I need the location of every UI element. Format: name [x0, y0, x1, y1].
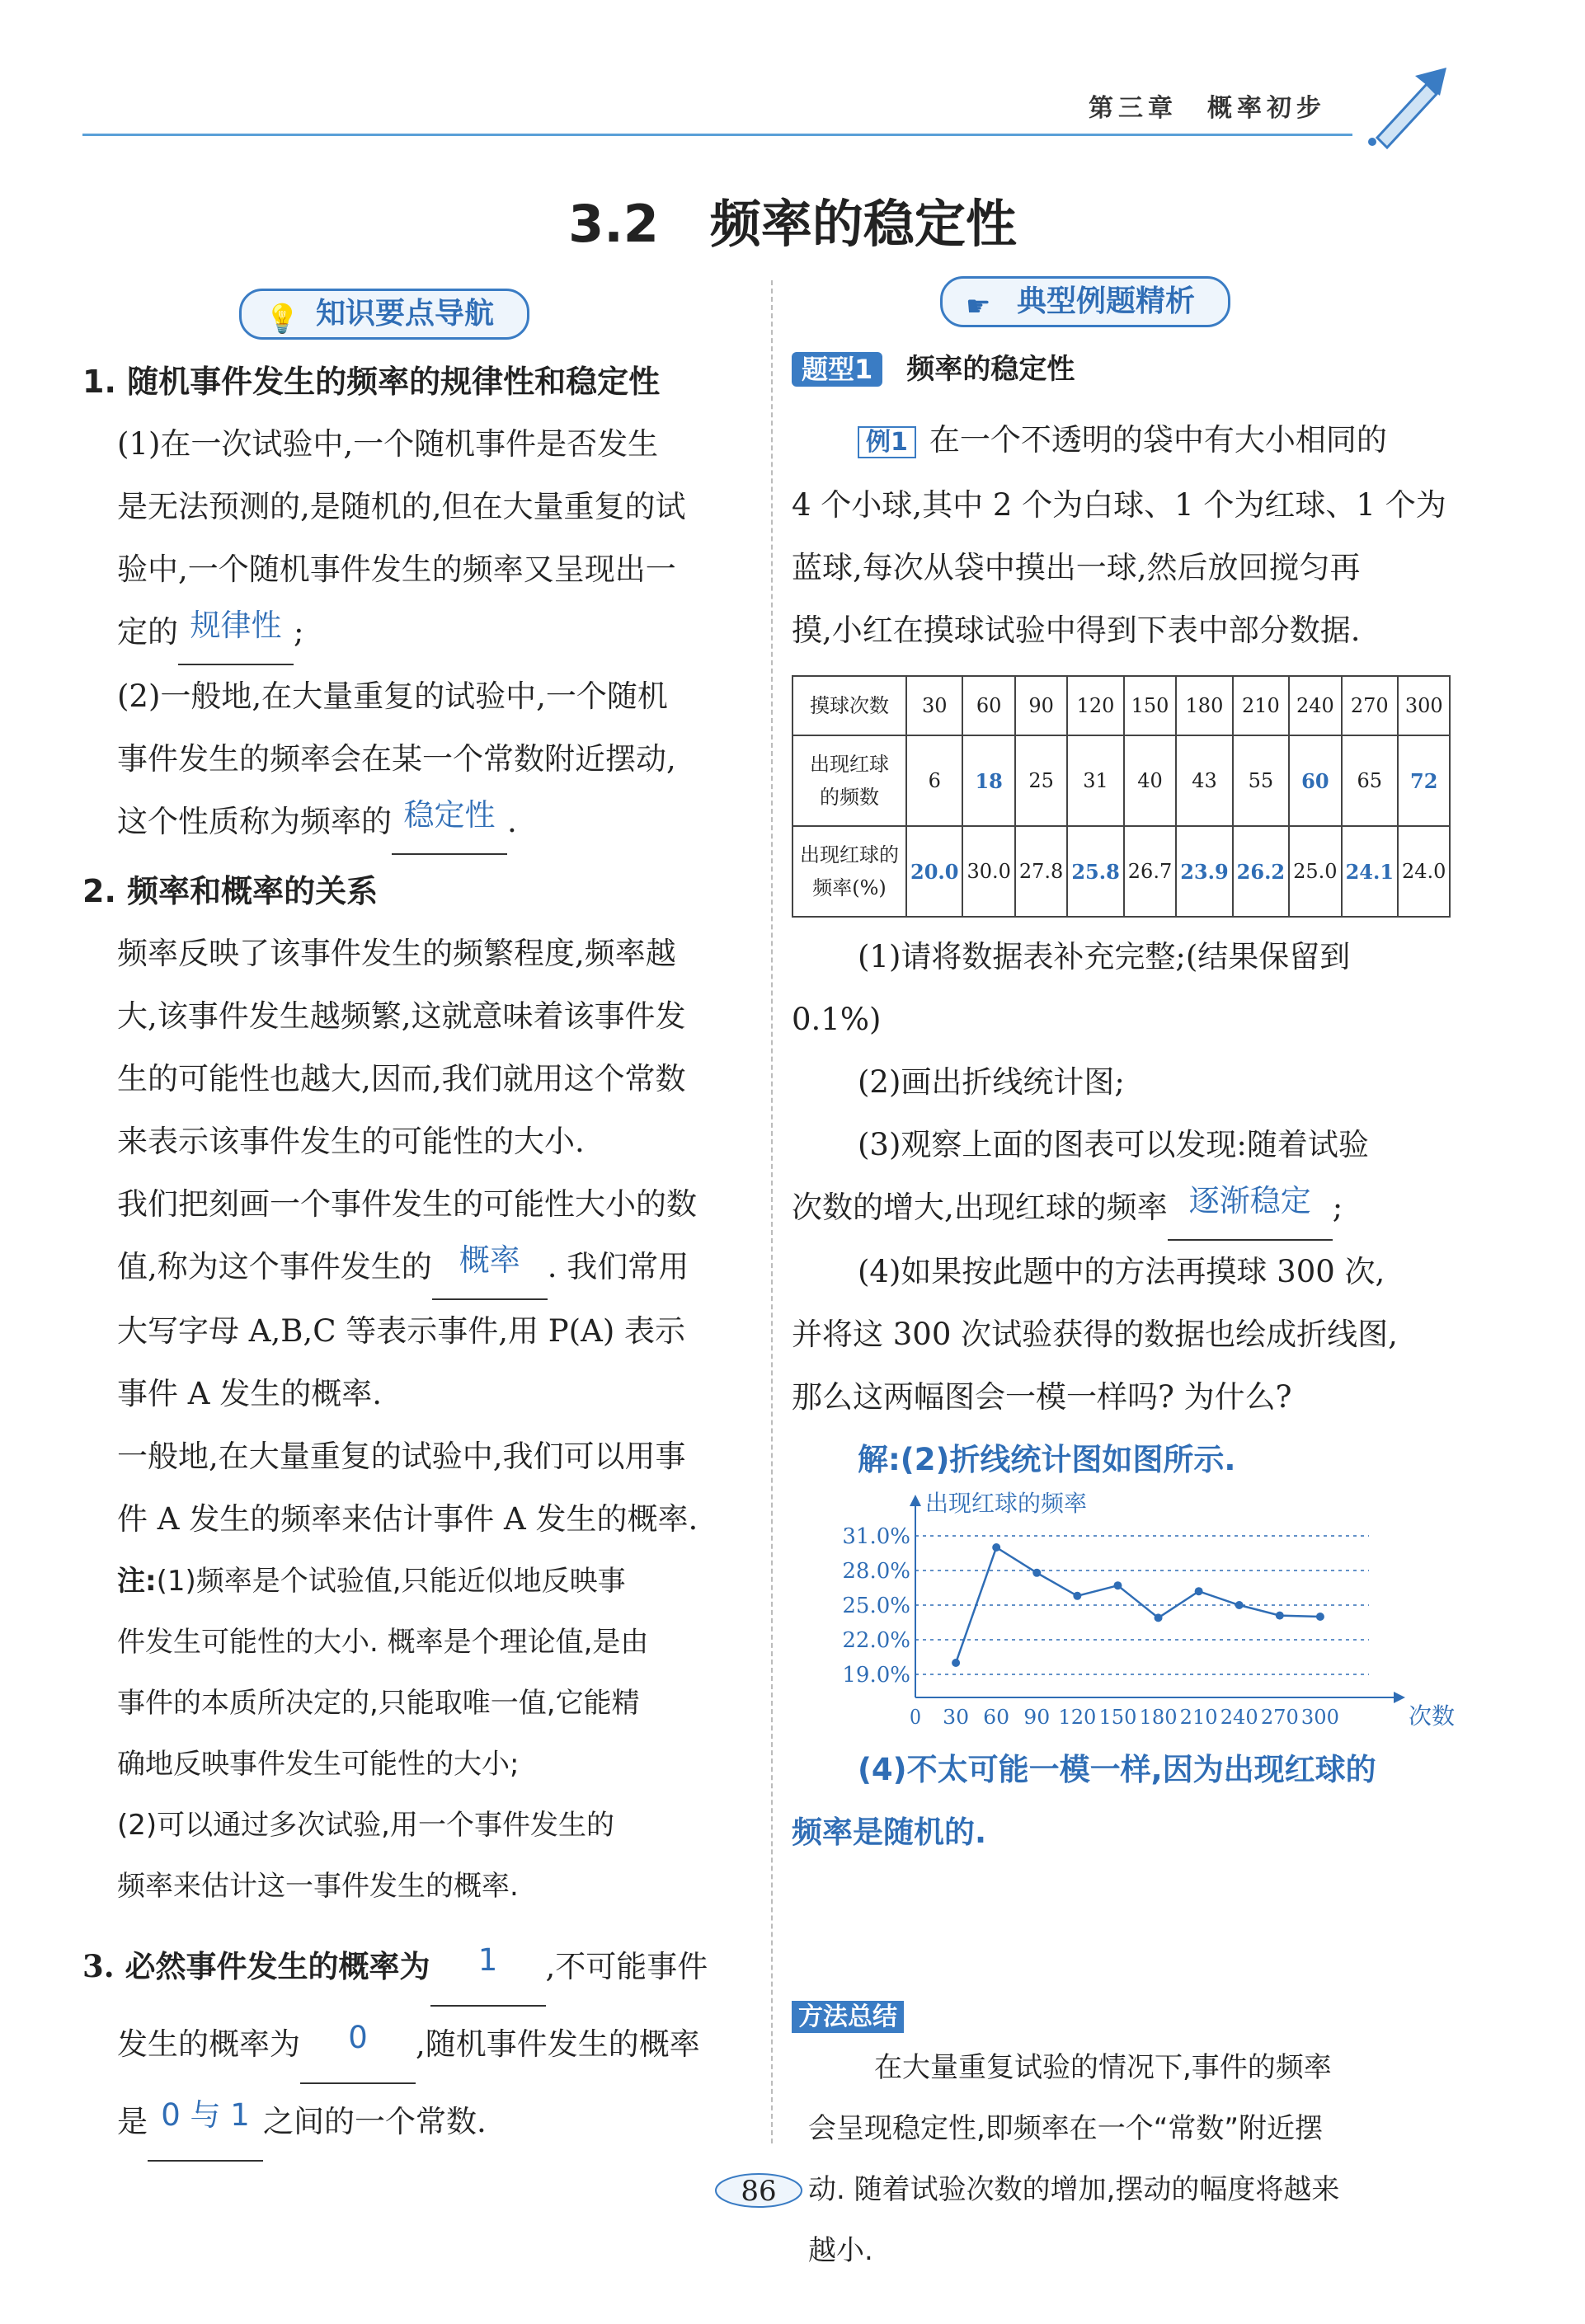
- data-point: [1032, 1569, 1041, 1577]
- topic-tag: 题型1: [792, 352, 882, 387]
- s1-p1-blank: [178, 601, 294, 665]
- note-line: 事件的本质所决定的,只能取唯一值,它能精: [117, 1687, 640, 1720]
- q3-post: ;: [1332, 1190, 1343, 1225]
- row-label-freqs-2: 频率(%): [812, 876, 887, 899]
- q1-line: (1)请将数据表补充完整;(结果保留到: [858, 939, 1351, 974]
- trial-count-cell: 30: [906, 676, 962, 735]
- note-first-line: [117, 1551, 742, 1612]
- s1-p1-line: 验中,一个随机事件发生的频率又呈现出一: [117, 552, 676, 587]
- x-axis-arrow: [1394, 1692, 1405, 1703]
- lightbulb-icon: 💡: [265, 303, 300, 336]
- examples-banner-label: 典型例题精析: [1017, 284, 1196, 318]
- s1-p1-pre: 定的: [117, 614, 178, 650]
- header-rule: [82, 134, 1352, 136]
- right-column: [792, 345, 1456, 2281]
- q3-pre: 次数的增大,出现红球的频率: [792, 1190, 1168, 1225]
- s2-blank-line: [117, 1236, 742, 1300]
- section-title: 3.2 频率的稳定性: [568, 194, 1017, 254]
- s2-blank: [432, 1236, 548, 1300]
- s3-body: [82, 1928, 742, 2162]
- note-line: (2)可以通过多次试验,用一个事件发生的: [117, 1809, 614, 1842]
- s2-line: 大,该事件发生越频繁,这就意味着该事件发: [117, 998, 686, 1034]
- s3-answer-3: 0 与 1: [161, 2097, 250, 2133]
- trial-count-cell: 210: [1233, 676, 1289, 735]
- red-count-cell: 60: [1289, 735, 1341, 826]
- data-point: [1195, 1587, 1203, 1595]
- s1-p2-last: [117, 791, 742, 855]
- red-count-cell: 72: [1398, 735, 1450, 826]
- trial-count-cell: 270: [1342, 676, 1398, 735]
- s3-l1-post: ,不可能事件: [545, 1949, 708, 1984]
- s1-body: [82, 413, 742, 855]
- table-row-counts: [792, 735, 1450, 826]
- solution-4-line: 频率是随机的.: [792, 1815, 987, 1850]
- row-label-counts-2: 的频数: [820, 786, 879, 809]
- left-column: [82, 350, 742, 2162]
- s1-p2-blank: [392, 791, 507, 855]
- trial-count-cell: 180: [1176, 676, 1232, 735]
- page-number: 86: [741, 2175, 777, 2208]
- chapter-header: 第三章 概率初步: [1089, 94, 1326, 123]
- s2-b2-post: . 我们常用: [547, 1249, 689, 1284]
- note-first: (1)频率是个试验值,只能近似地反映事: [156, 1565, 626, 1598]
- note-label: 注:: [117, 1565, 157, 1598]
- y-axis-arrow: [910, 1495, 921, 1506]
- note-block: [82, 1551, 742, 1917]
- example-label: 例1: [858, 426, 916, 458]
- pencil-hat-icon: [1361, 59, 1451, 150]
- s2-heading: 2. 频率和概率的关系: [82, 873, 379, 909]
- red-count-cell: 25: [1015, 735, 1067, 826]
- trial-count-cell: 240: [1289, 676, 1341, 735]
- red-count-cell: 40: [1124, 735, 1176, 826]
- trial-count-cell: 300: [1398, 676, 1450, 735]
- s1-p1-answer: 规律性: [190, 608, 282, 643]
- red-frequency-cell: 26.2: [1233, 826, 1289, 917]
- q3-line: (3)观察上面的图表可以发现:随着试验: [858, 1127, 1369, 1162]
- x-tick-label: 300: [1300, 1706, 1339, 1729]
- s1-p1-post: ;: [294, 614, 304, 650]
- solution-4: [792, 1739, 1451, 1864]
- red-frequency-cell: 30.0: [962, 826, 1014, 917]
- s2-line: 件 A 发生的频率来估计事件 A 发生的概率.: [117, 1501, 698, 1537]
- row-label-counts-1: 出现红球: [810, 753, 889, 776]
- data-point: [1316, 1613, 1324, 1621]
- knowledge-banner-label: 知识要点导航: [316, 297, 495, 331]
- s1-p2-answer: 稳定性: [403, 797, 496, 833]
- s1-p2-line: 事件发生的频率会在某一个常数附近摆动,: [117, 741, 676, 777]
- s3-l3-post: 之间的一个常数.: [263, 2104, 487, 2139]
- x-tick-label: 270: [1260, 1706, 1299, 1729]
- q4-line: 并将这 300 次试验获得的数据也绘成折线图,: [792, 1317, 1398, 1352]
- s3-blank-3: [148, 2084, 263, 2162]
- row-label-freqs: [792, 826, 906, 917]
- s3-l2-post: ,随机事件发生的概率: [416, 2026, 700, 2062]
- method-line: 会呈现稳定性,即频率在一个“常数”附近摆: [808, 2112, 1324, 2145]
- red-frequency-cell: 24.1: [1342, 826, 1398, 917]
- red-frequency-cell: 23.9: [1176, 826, 1232, 917]
- s2-answer: 概率: [459, 1242, 520, 1278]
- note-line: 件发生可能性的大小. 概率是个理论值,是由: [117, 1626, 649, 1659]
- data-point: [1235, 1601, 1244, 1609]
- trial-count-cell: 60: [962, 676, 1014, 735]
- s1-p1-line: 是无法预测的,是随机的,但在大量重复的试: [117, 489, 686, 524]
- trial-count-cell: 90: [1015, 676, 1067, 735]
- red-frequency-cell: 25.0: [1289, 826, 1341, 917]
- example-line: 4 个小球,其中 2 个为白球、1 个为红球、1 个为: [792, 487, 1446, 523]
- method-line: 在大量重复试验的情况下,事件的频率: [874, 2051, 1332, 2084]
- example-line: 摸,小红在摸球试验中得到下表中部分数据.: [792, 613, 1361, 648]
- red-count-cell: 6: [906, 735, 962, 826]
- table-row-freqs: [792, 826, 1450, 917]
- q1-line: 0.1%): [792, 1002, 882, 1037]
- solution-line: 解:(2)折线统计图如图所示.: [858, 1442, 1236, 1477]
- example-line: 蓝球,每次从袋中摸出一球,然后放回搅匀再: [792, 550, 1361, 585]
- s1-p1-last: [117, 601, 742, 665]
- method-line: 动. 随着试验次数的增加,摆动的幅度将越来: [808, 2173, 1340, 2206]
- x-tick-label: 210: [1179, 1706, 1218, 1729]
- row-label-trials: 摸球次数: [792, 676, 906, 735]
- s3-answer-1: 1: [477, 1942, 498, 1978]
- red-count-cell: 18: [962, 735, 1014, 826]
- y-tick-label: 28.0%: [842, 1559, 910, 1584]
- questions: [792, 926, 1451, 1491]
- trial-count-cell: 120: [1067, 676, 1123, 735]
- s2-b2-pre: 值,称为这个事件发生的: [117, 1249, 432, 1284]
- frequency-line-chart: [792, 1490, 1456, 1739]
- solution-4-line: (4)不太可能一模一样,因为出现红球的: [858, 1752, 1376, 1787]
- x-tick-label: 120: [1058, 1706, 1097, 1729]
- data-point: [1276, 1612, 1284, 1620]
- table-row-trials: [792, 676, 1450, 735]
- s3-l3-pre: 是: [117, 2104, 148, 2139]
- data-table: [792, 675, 1451, 918]
- s2-line: 大写字母 A,B,C 等表示事件,用 P(A) 表示: [117, 1313, 686, 1349]
- knowledge-banner: [239, 289, 529, 340]
- s2-line: 来表示该事件发生的可能性的大小.: [117, 1124, 585, 1159]
- column-divider: [771, 280, 773, 2143]
- x-tick-label: 90: [1023, 1706, 1051, 1729]
- red-count-cell: 43: [1176, 735, 1232, 826]
- q3-blank: [1168, 1176, 1333, 1241]
- data-point: [952, 1659, 960, 1667]
- method-label: 方法总结: [792, 2001, 904, 2033]
- q3-blank-line: [792, 1176, 1451, 1241]
- red-frequency-cell: 27.8: [1015, 826, 1067, 917]
- red-count-cell: 65: [1342, 735, 1398, 826]
- s1-p2-line: (2)一般地,在大量重复的试验中,一个随机: [117, 678, 668, 714]
- x-tick-label: 150: [1098, 1706, 1137, 1729]
- s2-body: [82, 923, 742, 1551]
- pointing-hand-icon: ☛: [966, 290, 991, 323]
- s3-blank-2: [300, 2007, 416, 2084]
- x-tick-label: 60: [983, 1706, 1010, 1729]
- s1-heading: 1. 随机事件发生的频率的规律性和稳定性: [82, 364, 661, 400]
- example-first: 在一个不透明的袋中有大小相同的: [929, 422, 1387, 458]
- example-first-line: [792, 409, 1451, 474]
- x-tick-label: 180: [1139, 1706, 1178, 1729]
- red-frequency-cell: 20.0: [906, 826, 962, 917]
- s2-line: 频率反映了该事件发生的频繁程度,频率越: [117, 936, 676, 971]
- red-frequency-cell: 24.0: [1398, 826, 1450, 917]
- red-frequency-cell: 26.7: [1124, 826, 1176, 917]
- s2-line: 我们把刻画一个事件发生的可能性大小的数: [117, 1186, 697, 1222]
- data-point: [1073, 1592, 1081, 1600]
- s2-line: 生的可能性也越大,因而,我们就用这个常数: [117, 1061, 686, 1096]
- y-tick-label: 22.0%: [842, 1628, 910, 1653]
- chart-title: 出现红球的频率: [925, 1490, 1088, 1517]
- examples-banner: [940, 276, 1230, 327]
- data-point: [1113, 1581, 1122, 1589]
- s2-line: 一般地,在大量重复的试验中,我们可以用事: [117, 1439, 686, 1474]
- note-line: 频率来估计这一事件发生的概率.: [117, 1870, 519, 1903]
- topic-title: 频率的稳定性: [906, 353, 1075, 386]
- note-line: 确地反映事件发生可能性的大小;: [117, 1748, 520, 1781]
- q3-answer: 逐渐稳定: [1188, 1183, 1311, 1218]
- s3-l1-pre: 3. 必然事件发生的概率为: [82, 1948, 430, 1984]
- s3-blank-1: [430, 1929, 546, 2007]
- s3-line1: [82, 1928, 742, 2007]
- q4-line: (4)如果按此题中的方法再摸球 300 次,: [858, 1254, 1385, 1289]
- method-body: [792, 2037, 1451, 2281]
- s1-p1-line: (1)在一次试验中,一个随机事件是否发生: [117, 426, 659, 462]
- data-point: [1155, 1613, 1163, 1622]
- s3-line2: [82, 2007, 742, 2084]
- row-label-counts: [792, 735, 906, 826]
- y-tick-label: 19.0%: [842, 1663, 910, 1688]
- x-tick-label: 0: [910, 1706, 921, 1729]
- x-axis-label: 次数: [1409, 1702, 1456, 1730]
- topic-row: [792, 345, 1451, 399]
- y-tick-label: 31.0%: [842, 1524, 910, 1549]
- trial-count-cell: 150: [1124, 676, 1176, 735]
- method-summary: [792, 1996, 1451, 2281]
- s3-l2-pre: 发生的概率为: [117, 2026, 300, 2062]
- x-tick-label: 240: [1220, 1706, 1258, 1729]
- s1-p2-pre: 这个性质称为频率的: [117, 804, 392, 839]
- s2-line: 事件 A 发生的概率.: [117, 1376, 383, 1411]
- red-count-cell: 55: [1233, 735, 1289, 826]
- s1-p2-post: .: [507, 804, 517, 839]
- q2-line: (2)画出折线统计图;: [858, 1064, 1125, 1100]
- example-text: [792, 409, 1451, 662]
- s3-line3: [82, 2084, 742, 2162]
- y-tick-label: 25.0%: [842, 1594, 910, 1618]
- s3-answer-2: 0: [348, 2020, 368, 2055]
- data-point: [992, 1543, 1000, 1552]
- row-label-freqs-1: 出现红球的: [800, 843, 899, 866]
- q4-line: 那么这两幅图会一模一样吗? 为什么?: [792, 1379, 1292, 1415]
- red-frequency-cell: 25.8: [1067, 826, 1123, 917]
- red-count-cell: 31: [1067, 735, 1123, 826]
- x-tick-label: 30: [943, 1706, 970, 1729]
- method-line: 越小.: [808, 2234, 873, 2267]
